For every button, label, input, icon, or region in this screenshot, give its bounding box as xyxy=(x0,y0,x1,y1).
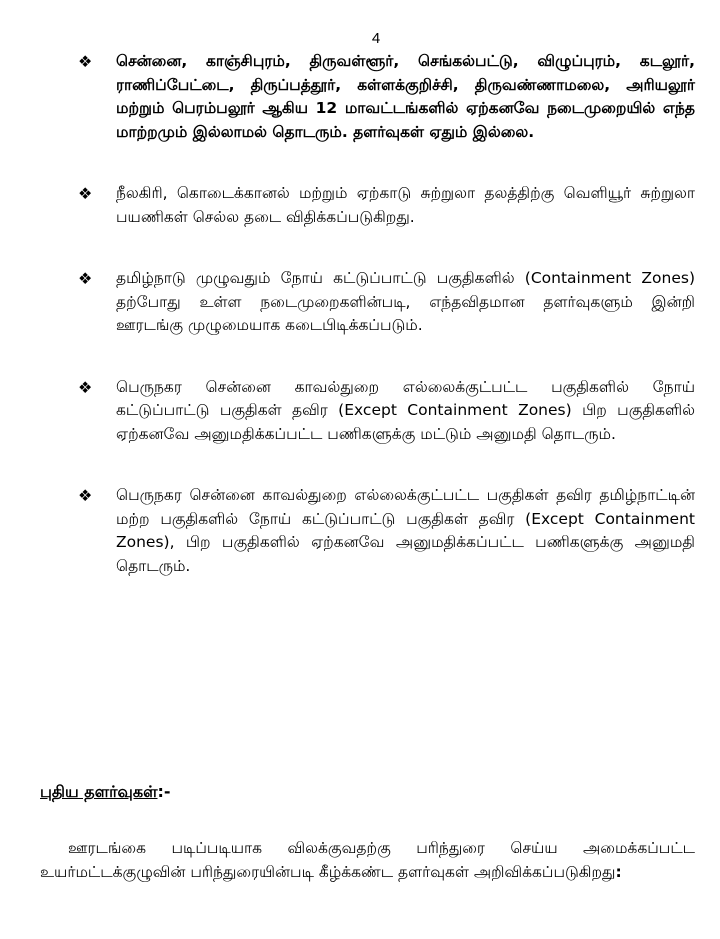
section-heading-title: புதிய தளர்வுகள் xyxy=(40,782,158,801)
list-item xyxy=(70,182,695,229)
intro-text: ஊரடங்கை படிப்படியாக விலக்குவதற்கு பரிந்துரை செய்ய அமைக்கப்பட்ட உயர்மட்டக்குழுவின் பரிந்துரையின்படி கீழ்க்கண்ட தளர்வுகள் அறிவிக்கப்படுகிறது xyxy=(40,839,695,881)
section-heading-suffix: :- xyxy=(157,782,171,801)
diamond-bullet-icon: ❖ xyxy=(78,52,93,71)
bullet-text: சென்னை, காஞ்சிபுரம், திருவள்ளூர், செங்கல்பட்டு, விழுப்புரம், கடலூர், ராணிப்பேட்டை, திருப்பத்தூர், கள்ளக்குறிச்சி, திருவண்ணாமலை, அரியலூர் மற்றும் பெரம்பலூர் ஆகிய 12 மாவட்டங்களில் ஏற்கனவே நடைமுறையில் எந்த மாற்றமும் இல்லாமல் தொடரும். தளர்வுகள் ஏதும் இல்லை. xyxy=(116,52,695,141)
diamond-bullet-icon: ❖ xyxy=(78,377,93,397)
bullet-list xyxy=(70,50,695,578)
bullet-text: நீலகிரி, கொடைக்கானல் மற்றும் ஏற்காடு சுற்றுலா தலத்திற்கு வெளியூர் சுற்றுலா பயணிகள் செல்ல தடை விதிக்கப்படுகிறது. xyxy=(116,184,695,226)
intro-paragraph xyxy=(40,836,695,884)
bullet-text: பெருநகர சென்னை காவல்துறை எல்லைக்குட்பட்ட பகுதிகள் தவிர தமிழ்நாட்டின் மற்ற பகுதிகளில் நோய் கட்டுப்பாட்டு பகுதிகள் தவிர (Except Containment Zones), பிற பகுதிகளில் ஏற்கனவே அனுமதிக்கப்பட்ட பணிகளுக்கு அனுமதி தொடரும். xyxy=(116,486,695,575)
diamond-bullet-icon: ❖ xyxy=(78,486,93,505)
list-item xyxy=(70,376,695,447)
bullet-text: பெருநகர சென்னை காவல்துறை எல்லைக்குட்பட்ட பகுதிகளில் நோய் கட்டுப்பாட்டு பகுதிகள் தவிர (Except Containment Zones) பிற பகுதிகளில் ஏற்கனவே அனுமதிக்கப்பட்ட பணிகளுக்கு மட்டும் அனுமதி தொடரும். xyxy=(116,377,695,443)
page-number: 4 xyxy=(371,30,381,47)
list-item xyxy=(70,484,695,578)
list-item xyxy=(70,50,695,144)
diamond-bullet-icon: ❖ xyxy=(78,269,93,288)
intro-colon: : xyxy=(615,863,622,881)
diamond-bullet-icon: ❖ xyxy=(78,184,93,203)
list-item xyxy=(70,267,695,338)
bullet-text: தமிழ்நாடு முழுவதும் நோய் கட்டுப்பாட்டு பகுதிகளில் (Containment Zones) தற்போது உள்ள நடைமுறைகளின்படி, எந்தவிதமான தளர்வுகளும் இன்றி ஊரடங்கு முழுமையாக கடைபிடிக்கப்படும். xyxy=(116,269,695,334)
section-heading xyxy=(40,782,171,803)
